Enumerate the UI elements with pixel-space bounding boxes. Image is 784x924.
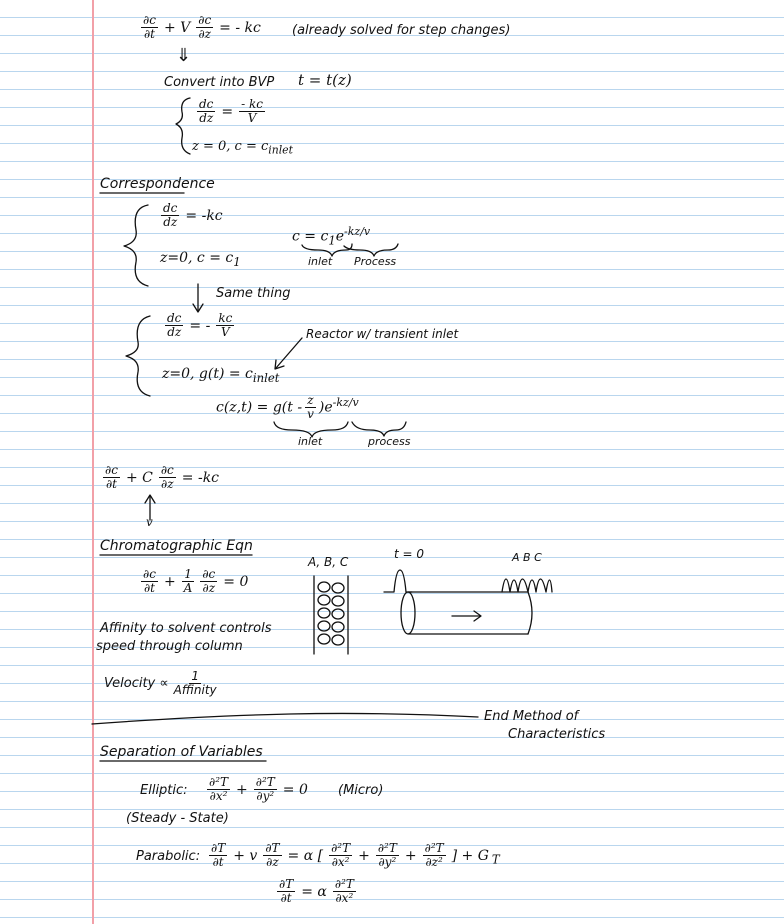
chrom-rhs: = 0 [223, 573, 249, 590]
heat-equation-1d [274, 878, 359, 905]
reactor-note: Reactor w/ transient inlet [306, 327, 459, 341]
par-den3: ∂x² [331, 855, 350, 870]
section-divider [92, 713, 478, 724]
elliptic-equation [204, 776, 311, 803]
corr-bc2-text: z=0, g(t) = c [162, 366, 253, 382]
pde-num1: ∂c [143, 13, 156, 27]
same-thing: Same thing [216, 286, 291, 301]
last-num1: ∂T [279, 877, 294, 891]
par-den1: ∂t [212, 855, 224, 870]
pde-num2: ∂c [198, 13, 212, 27]
chromatographic-equation [138, 568, 251, 595]
corr-label-process: Process [354, 255, 397, 268]
velocity-num: 1 [191, 669, 199, 683]
ell-rhs: = 0 [282, 781, 308, 798]
last-den2: ∂x² [335, 891, 354, 906]
corr2-label-inlet: inlet [298, 435, 323, 448]
chrom-den1: ∂t [143, 581, 155, 596]
ell-plus: + [236, 781, 248, 798]
reactor-arrow [276, 338, 302, 368]
par-num5: ∂²T [424, 841, 444, 855]
par-sub: T [491, 852, 500, 867]
convert-bvp: Convert into BVP [164, 75, 275, 90]
end-note-line-2: Characteristics [508, 727, 606, 742]
corr-ode-den: dz [163, 215, 178, 230]
corr-ode [158, 202, 226, 229]
affinity-line-1: Affinity to solvent controls [100, 621, 272, 636]
correspondence-heading: Correspondence [100, 176, 215, 192]
par-plus1: + [358, 847, 370, 864]
corr2-label-process: process [368, 435, 411, 448]
par-num3: ∂²T [331, 841, 351, 855]
chrom-num3: ∂c [202, 567, 216, 581]
pipe-outlet [528, 592, 532, 634]
par-plus2: + [404, 847, 417, 864]
bvp-ode-rhs-num: - kc [241, 97, 264, 111]
underbrace2-process [352, 422, 406, 436]
pipe-end [401, 592, 415, 634]
chrom-num1: ∂c [143, 567, 156, 581]
pde-intro-equation [138, 14, 264, 41]
pde-c-equation [100, 464, 222, 491]
par-den4: ∂y² [378, 855, 397, 870]
corr-ode-num: dc [163, 201, 178, 215]
abc-right: A B C [512, 551, 542, 564]
affinity-line-2: speed through column [96, 639, 243, 654]
brace-2 [124, 205, 148, 286]
corr-ode2 [162, 312, 237, 339]
double-down-arrow: ⇓ [176, 45, 192, 66]
corr-bc2 [162, 366, 279, 385]
corr-ode2-eq: = - [189, 317, 211, 334]
corr-sol2 [216, 394, 359, 421]
bvp-ode-den: dz [199, 111, 214, 126]
last-eq: = α [301, 883, 327, 900]
par-num2: ∂T [265, 841, 280, 855]
parabolic-equation [206, 842, 500, 869]
chromatographic-heading: Chromatographic Eqn [100, 538, 253, 554]
steady-state-note: (Steady - State) [126, 811, 229, 826]
last-den1: ∂t [280, 891, 292, 906]
corr-solution [292, 226, 370, 248]
last-num2: ∂²T [334, 877, 354, 891]
corr-bc-text: z=0, c = c [160, 250, 234, 266]
corr-bc-sub: 1 [233, 254, 241, 269]
bvp-ode-rhs-den: V [247, 111, 257, 126]
bvp-boundary-condition [192, 140, 293, 157]
ell-den1: ∂x² [209, 789, 228, 804]
corr-sol-exp: -kz/v [344, 225, 371, 238]
column-packing [318, 582, 344, 645]
chrom-den3: ∂z [202, 581, 216, 596]
bvp-ode-eq: = [221, 103, 234, 120]
inlet-pulse [384, 570, 412, 592]
par-den2: ∂z [266, 855, 279, 870]
corr-sol2-exp: -kz/v [332, 396, 359, 410]
velocity-label: Velocity ∝ [104, 676, 169, 692]
parabolic-label: Parabolic: [136, 849, 201, 864]
par-close: ] + G [451, 847, 489, 864]
brace-1 [176, 98, 190, 154]
chrom-num2: 1 [184, 567, 192, 581]
ell-num2: ∂²T [255, 775, 275, 789]
ell-num1: ∂²T [209, 775, 229, 789]
bvp-ode-num: dc [199, 97, 214, 111]
par-den5: ∂z² [425, 855, 443, 870]
corr-sol2-lhs: c(z,t) = g(t - [216, 399, 303, 416]
chrom-plus: + [163, 573, 176, 590]
corr-ode2-rhs-den: V [220, 325, 230, 340]
solved-note: (already solved for step changes) [292, 23, 511, 38]
pdec-den2: ∂z [161, 477, 174, 492]
corr-ode-rhs: = -kc [185, 207, 223, 224]
elliptic-label: Elliptic: [140, 783, 188, 798]
corr-sol2-den: v [307, 407, 314, 422]
micro-note: (Micro) [338, 783, 384, 798]
corr-sol2-rp: )e [318, 399, 333, 416]
bvp-ode [194, 98, 268, 125]
separation-heading: Separation of Variables [100, 744, 263, 760]
ell-den2: ∂y² [256, 789, 275, 804]
par-num1: ∂T [211, 841, 226, 855]
corr-label-inlet: inlet [308, 255, 333, 268]
pdec-num2: ∂c [160, 463, 174, 477]
corr-bc [160, 250, 241, 269]
pde-plus-v: + V [163, 19, 191, 36]
corr-ode2-rhs-num: kc [218, 311, 233, 325]
brace-3 [126, 316, 150, 396]
corr-ode2-num: dc [167, 311, 182, 325]
par-plus-v: + v [233, 847, 258, 864]
chrom-den2: A [183, 581, 193, 596]
pde-rhs: = - kc [219, 19, 261, 36]
pdec-rhs: = -kc [181, 469, 220, 486]
v-label: v [146, 515, 153, 529]
pdec-plus-c: + C [125, 469, 153, 486]
corr-sol2-num: z [307, 393, 314, 407]
pdec-den1: ∂t [105, 477, 117, 492]
par-num4: ∂²T [377, 841, 397, 855]
abc-left: A, B, C [308, 555, 349, 569]
corr-sol-text: c = c [292, 228, 329, 245]
velocity-proportional [104, 670, 222, 697]
t-zero: t = 0 [394, 547, 425, 561]
bvp-bc-text: z = 0, c = c [192, 139, 269, 154]
corr-sol-sub: 1 [328, 233, 336, 248]
pde-den1: ∂t [143, 27, 155, 42]
pde-den2: ∂z [198, 27, 211, 42]
velocity-den: Affinity [173, 683, 217, 698]
corr-ode2-den: dz [167, 325, 182, 340]
corr-bc2-sub: inlet [252, 370, 280, 385]
end-note-line-1: End Method of [484, 709, 579, 724]
pdec-num1: ∂c [105, 463, 118, 477]
outlet-peaks [502, 579, 552, 592]
corr-sol-base: e [335, 228, 345, 245]
par-eq: = α [ [287, 847, 324, 864]
bvp-bc-sub: inlet [268, 143, 293, 157]
t-of-z: t = t(z) [298, 71, 352, 89]
